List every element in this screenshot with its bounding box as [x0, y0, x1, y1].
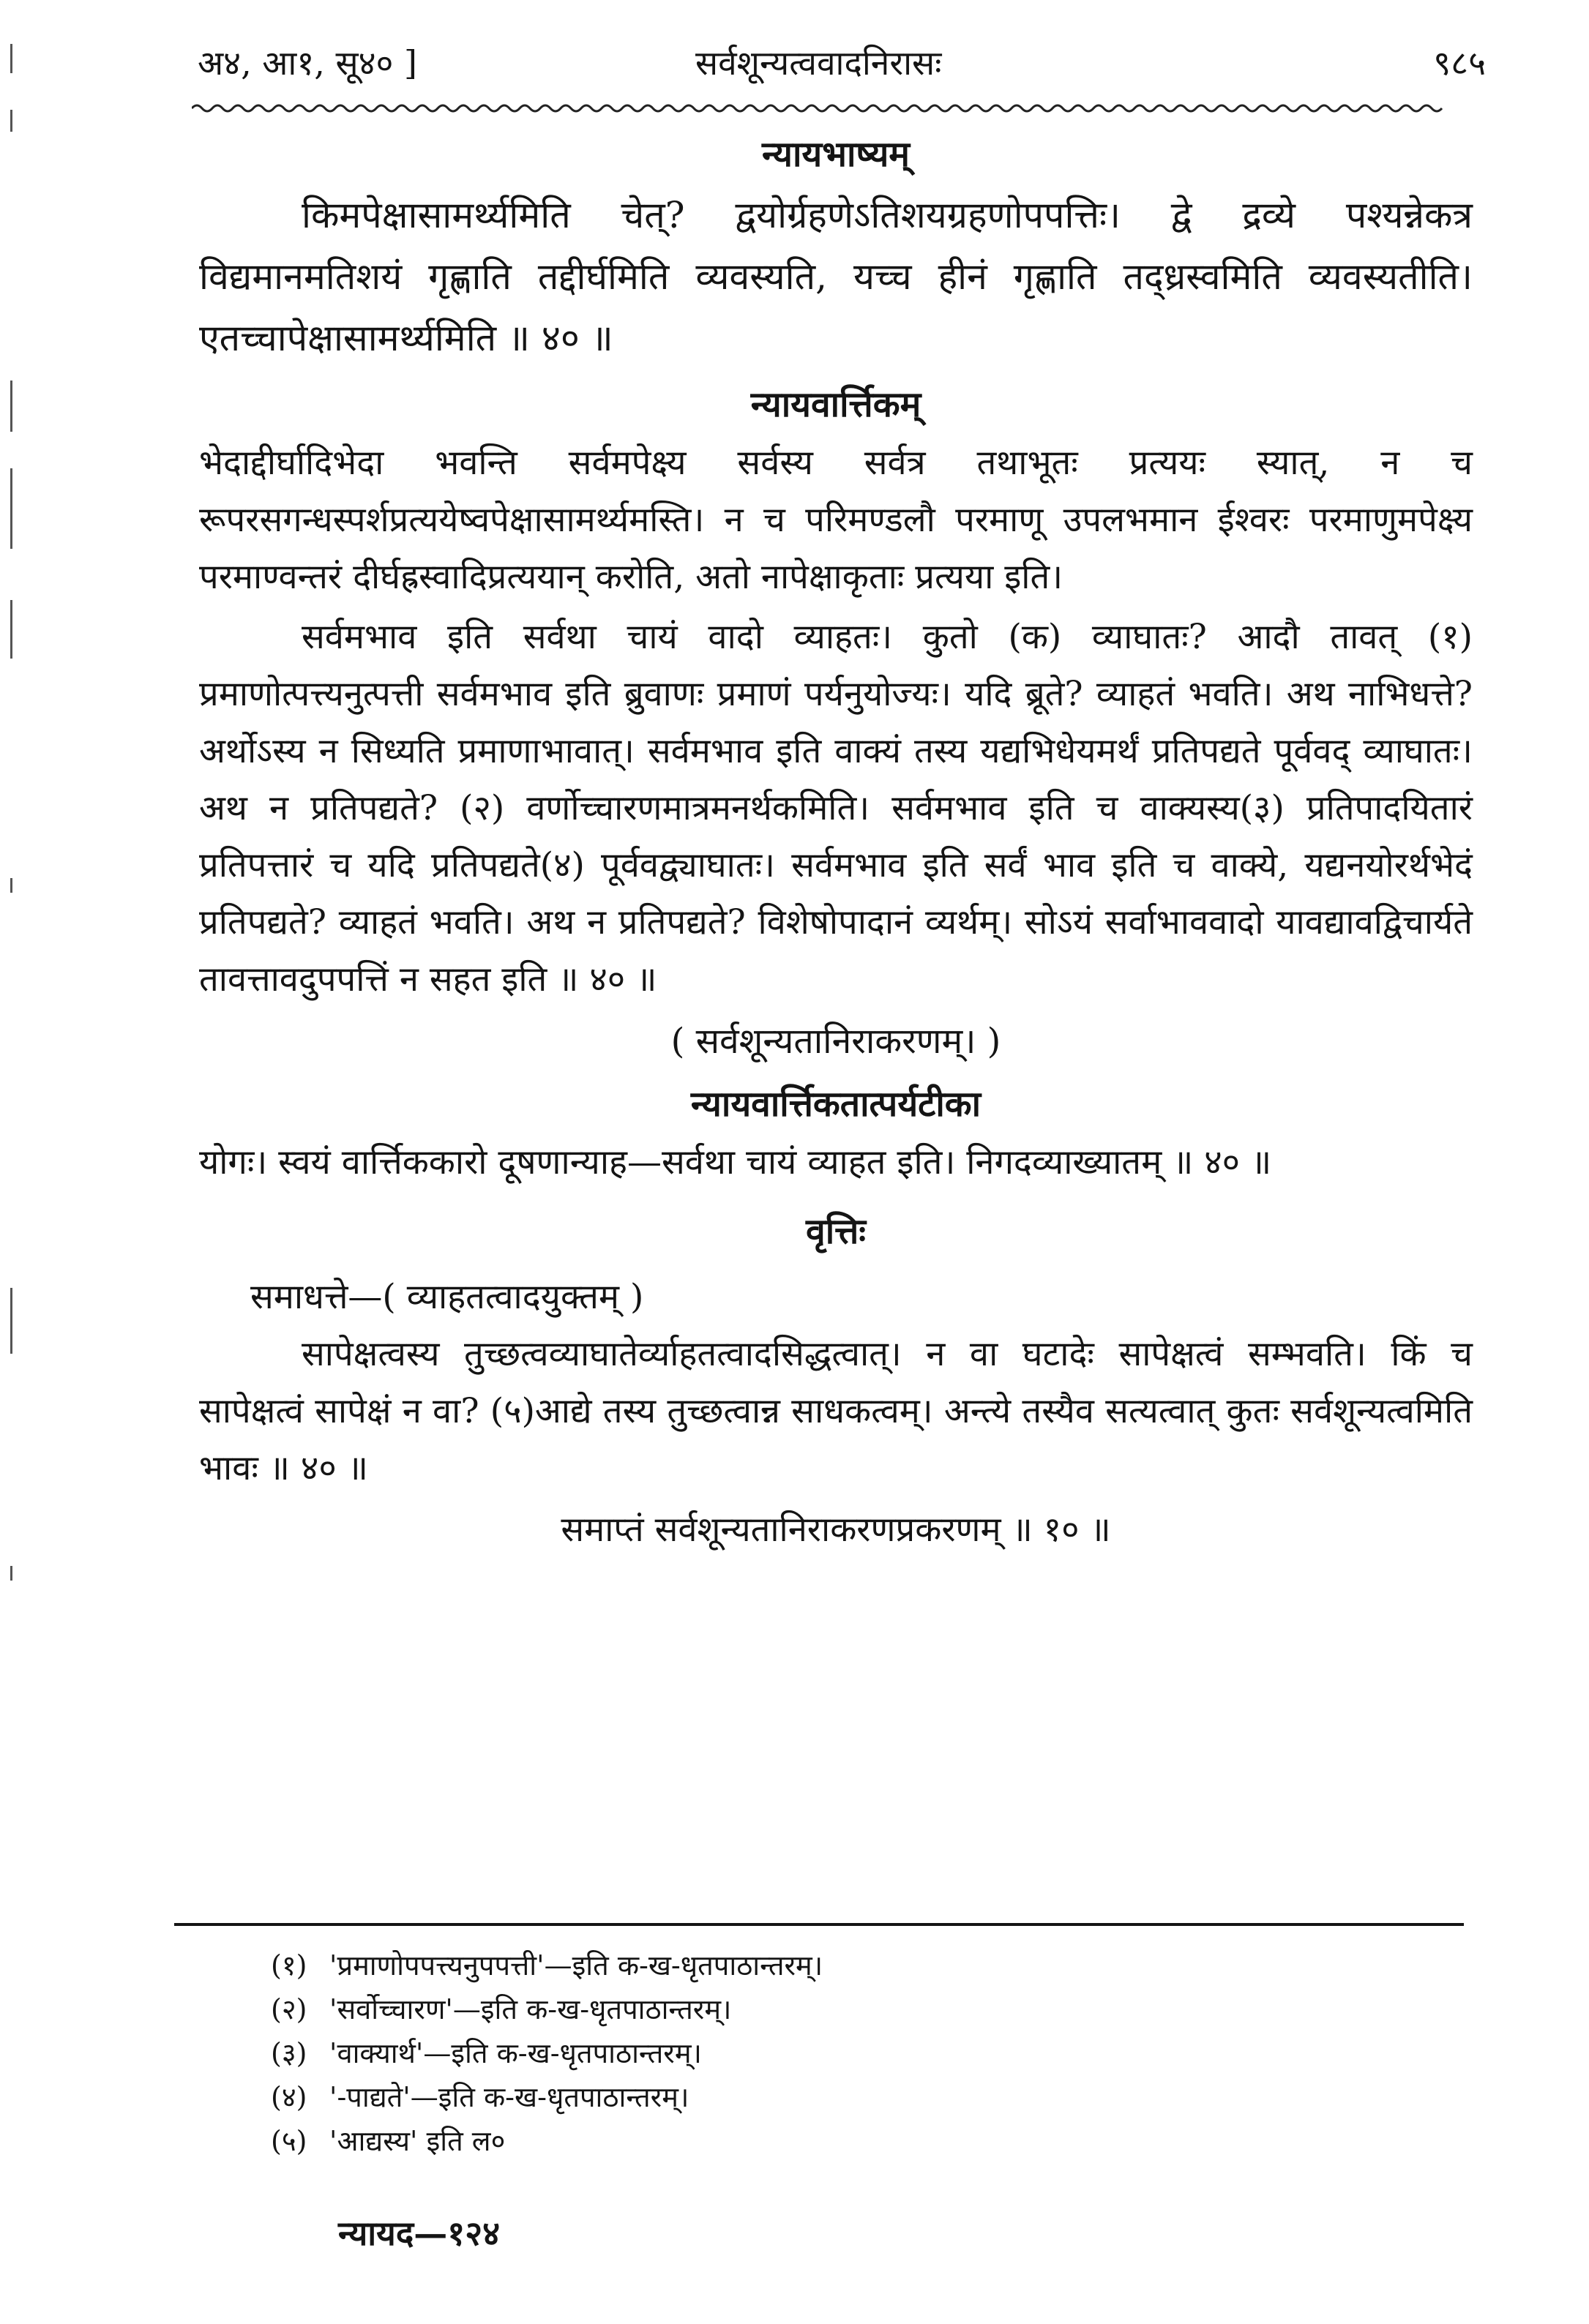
- footnote: (१) 'प्रमाणोपपत्त्यनुपपत्ती'—इति क-ख-धृतपाठान्तरम्।: [271, 1949, 823, 1982]
- printer-signature: न्यायद—१२४: [338, 2214, 501, 2253]
- left-margin-marks: [6, 0, 28, 2324]
- tatparyatika-text: योगः। स्वयं वार्त्तिककारो दूषणान्याह—सर्वथा चायं व्याहत इति। निगदव्याख्यातम् ॥ ४० ॥: [199, 1142, 1272, 1182]
- nyayavartika-paragraph-2: सर्वमभाव इति सर्वथा चायं वादो व्याहतः। कुतो (क) व्याघातः? आदौ तावत् (१) प्रमाणोत्पत्त्यनुत्पत्ती सर्वमभाव इति ब्रुवाणः प्रमाणं पर्यनुयोज्यः। यदि ब्रूते? व्याहतं भवति। अथ नाभिधत्ते? अर्थोऽस्य न सिध्यति प्रमाणाभावात्। सर्वमभाव इति वाक्यं तस्य यद्यभिधेयमर्थं प्रतिपद्यते पूर्ववद् व्याघातः। अथ न प्रतिपद्यते? (२) वर्णोच्चारणमात्रमनर्थकमिति। सर्वमभाव इति च वाक्यस्य(३) प्रतिपादयितारं प्रतिपत्तारं च यदि प्रतिपद्यते(४) पूर्ववद्व्याघातः। सर्वमभाव इति सर्वं भाव इति च वाक्ये, यद्यनयोरर्थभेदं प्रतिपद्यते? व्याहतं भवति। अथ न प्रतिपद्यते? विशेषोपादानं व्यर्थम्। सोऽयं सर्वाभाववादो यावद्यावद्विचार्यते तावत्तावदुपपत्तिं न सहत इति ॥ ४० ॥: [199, 617, 1473, 1000]
- wavy-header-rule: [192, 101, 1495, 116]
- footnote: (४) '-पाद्यते'—इति क-ख-धृतपाठान्तरम्।: [271, 2081, 689, 2113]
- tatparyatika-heading: न्यायवार्त्तिकतात्पर्यटीका: [690, 1084, 982, 1125]
- chapter-closing: समाप्तं सर्वशून्यतानिराकरणप्रकरणम् ॥ १० ॥: [561, 1510, 1111, 1550]
- running-header: [198, 28, 1486, 94]
- page-number: ९८५: [1433, 43, 1486, 83]
- vritti-paragraph: सापेक्षत्वस्य तुच्छत्वव्याघातेर्व्याहतत्वादसिद्धत्वात्। न वा घटादेः सापेक्षत्वं सम्भवति। किं च सापेक्षत्वं सापेक्षं न वा? (५)आद्ये तस्य तुच्छत्वान्न साधकत्वम्। अन्त्ये तस्यैव सत्यत्वात् कुतः सर्वशून्यत्वमिति भावः ॥ ४० ॥: [199, 1334, 1473, 1488]
- footnote-divider: [174, 1923, 1464, 1926]
- footnote: (५) 'आद्यस्य' इति ल०: [271, 2125, 506, 2157]
- nyayabhashya-text: किमपेक्षासामर्थ्यमिति चेत्? द्वयोर्ग्रहणेऽतिशयग्रहणोपपत्तिः। द्वे द्रव्ये पश्यन्नेकत्र विद्यमानमतिशयं गृह्णाति तद्दीर्घमिति व्यवस्यति, यच्च हीनं गृह्णाति तद्ध्रस्वमिति व्यवस्यतीति। एतच्चापेक्षासामर्थ्यमिति ॥ ४० ॥: [199, 194, 1473, 359]
- vritti-intro: समाधत्ते—( व्याहतत्वादयुक्तम् ): [250, 1277, 644, 1317]
- footnote: (२) 'सर्वोच्चारण'—इति क-ख-धृतपाठान्तरम्।: [271, 1993, 732, 2025]
- vritti-heading: वृत्तिः: [806, 1211, 866, 1252]
- footnotes: [271, 1943, 1369, 2163]
- page-body: [199, 124, 1473, 1559]
- section-title: ( सर्वशून्यतानिराकरणम्। ): [670, 1021, 1001, 1062]
- running-title: सर्वशून्यत्ववादनिरासः: [695, 43, 942, 83]
- nyayavartika-paragraph-1: भेदाद्दीर्घादिभेदा भवन्ति सर्वमपेक्ष्य सर्वस्य सर्वत्र तथाभूतः प्रत्ययः स्यात्, न च रूपरसगन्धस्पर्शप्रत्ययेष्वपेक्षासामर्थ्यमस्ति। न च परिमण्डलौ परमाणू उपलभमान ईश्वरः परमाणुमपेक्ष्य परमाण्वन्तरं दीर्घह्रस्वादिप्रत्ययान् करोति, अतो नापेक्षाकृताः प्रत्यया इति।: [199, 443, 1473, 597]
- nyayavartika-heading: न्यायवार्त्तिकम्: [750, 384, 921, 425]
- section-reference: अ४, आ१, सू४० ]: [198, 43, 417, 83]
- nyayabhashya-heading: न्यायभाष्यम्: [761, 134, 911, 175]
- footnote: (३) 'वाक्यार्थ'—इति क-ख-धृतपाठान्तरम्।: [271, 2037, 702, 2069]
